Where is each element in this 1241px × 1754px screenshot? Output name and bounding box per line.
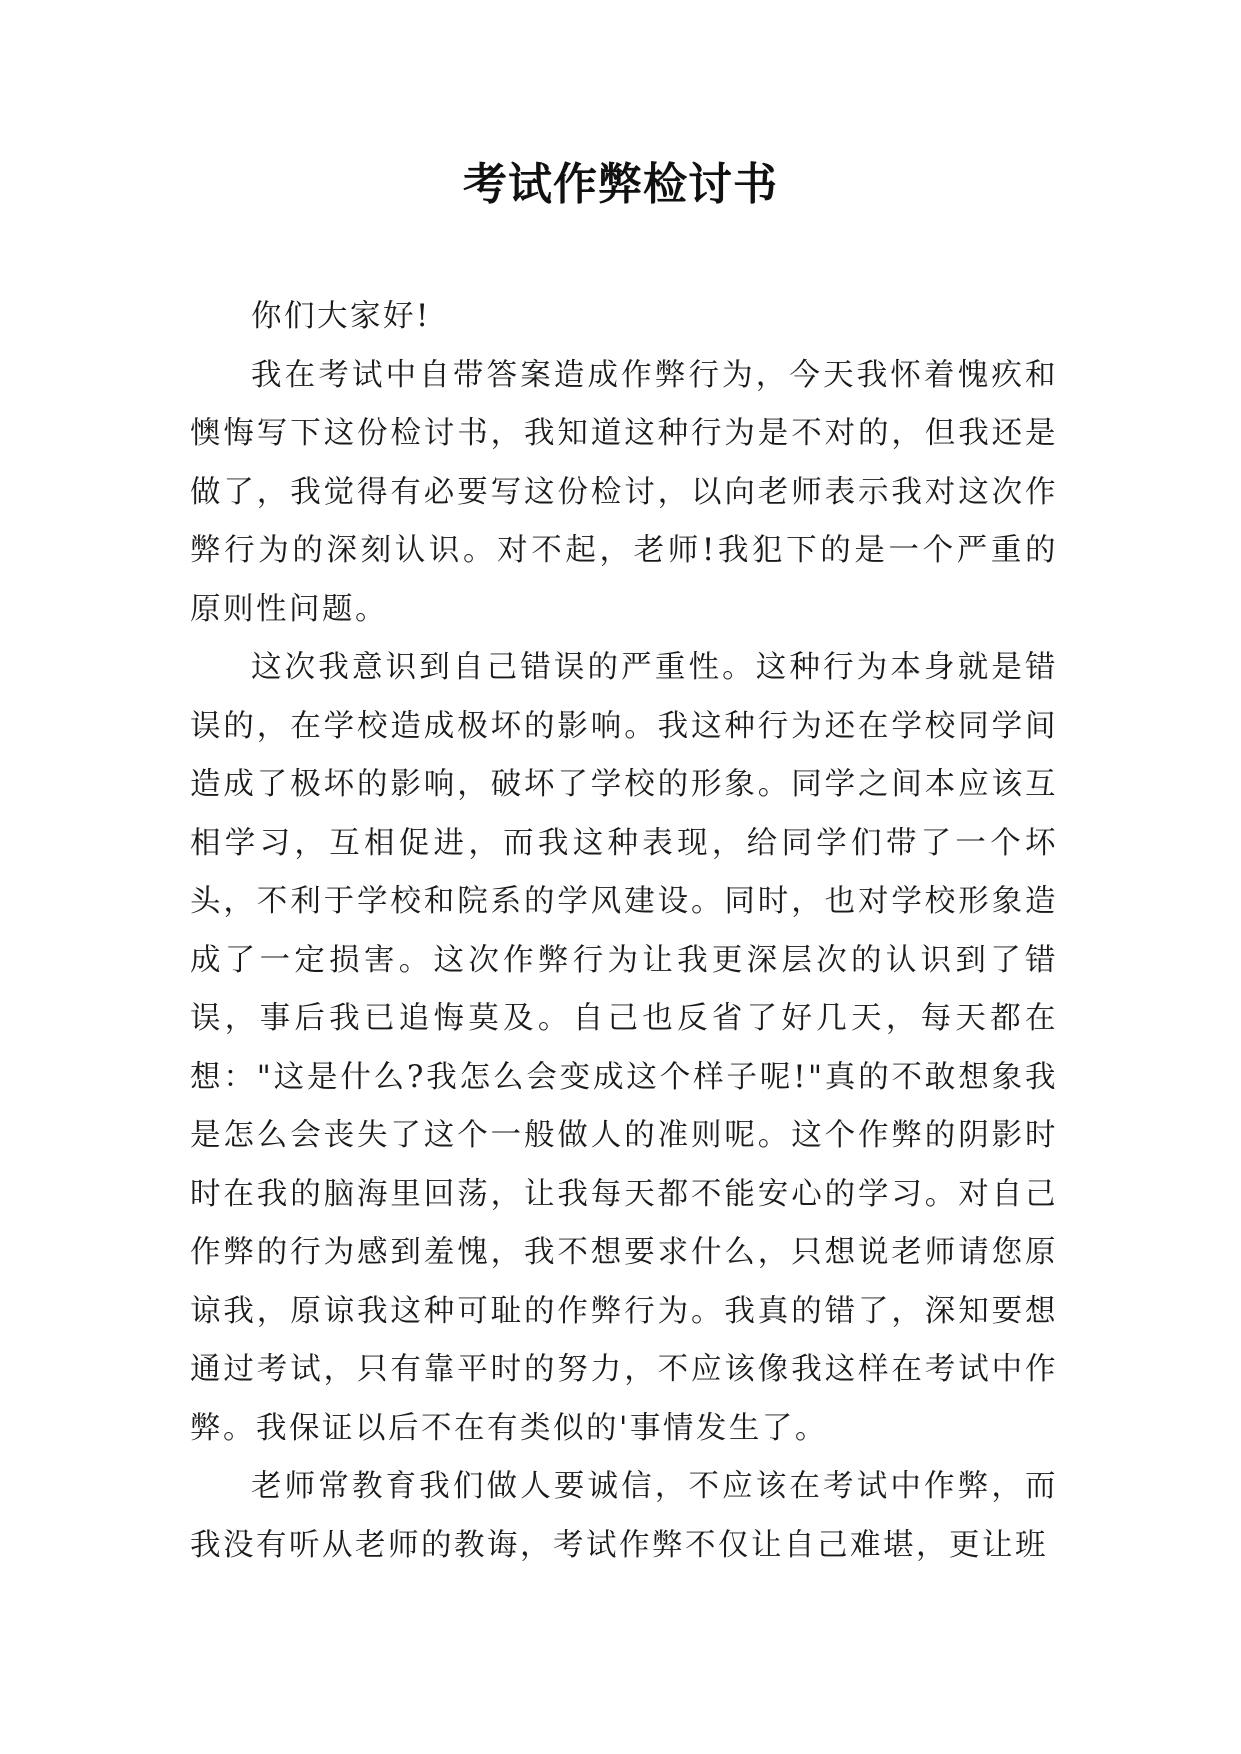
document-title: 考试作弊检讨书 (463, 159, 778, 210)
paragraph: 老师常教育我们做人要诚信，不应该在考试中作弊，而我没有听从老师的教诲，考试作弊不仅让自己难堪，更让班 (190, 1469, 1058, 1563)
paragraph: 这次我意识到自己错误的严重性。这种行为本身就是错误的，在学校造成极坏的影响。我这种行为还在学校同学间造成了极坏的影响，破坏了学校的形象。同学之间本应该互相学习，互相促进，而我这种表现，给同学们带了一个坏头，不利于学校和院系的学风建设。同时，也对学校形象造成了一定损害。这次作弊行为让我更深层次的认识到了错误，事后我已追悔莫及。自己也反省了好几天，每天都在想："这是什么?我怎么会变成这个样子呢!"真的不敢想象我是怎么会丧失了这个一般做人的准则呢。这个作弊的阴影时时在我的脑海里回荡，让我每天都不能安心的学习。对自己作弊的行为感到羞愧，我不想要求什么，只想说老师请您原谅我，原谅我这种可耻的作弊行为。我真的错了，深知要想通过考试，只有靠平时的努力，不应该像我这样在考试中作弊。我保证以后不在有类似的'事情发生了。 (190, 650, 1058, 1446)
paragraph: 我在考试中自带答案造成作弊行为，今天我怀着愧疚和懊悔写下这份检讨书，我知道这种行为是不对的，但我还是做了，我觉得有必要写这份检讨，以向老师表示我对这次作弊行为的深刻认识。对不起，老师!我犯下的是一个严重的原则性问题。 (190, 357, 1058, 627)
document-body (190, 288, 1058, 1575)
paragraph-greeting: 你们大家好! (251, 299, 431, 334)
